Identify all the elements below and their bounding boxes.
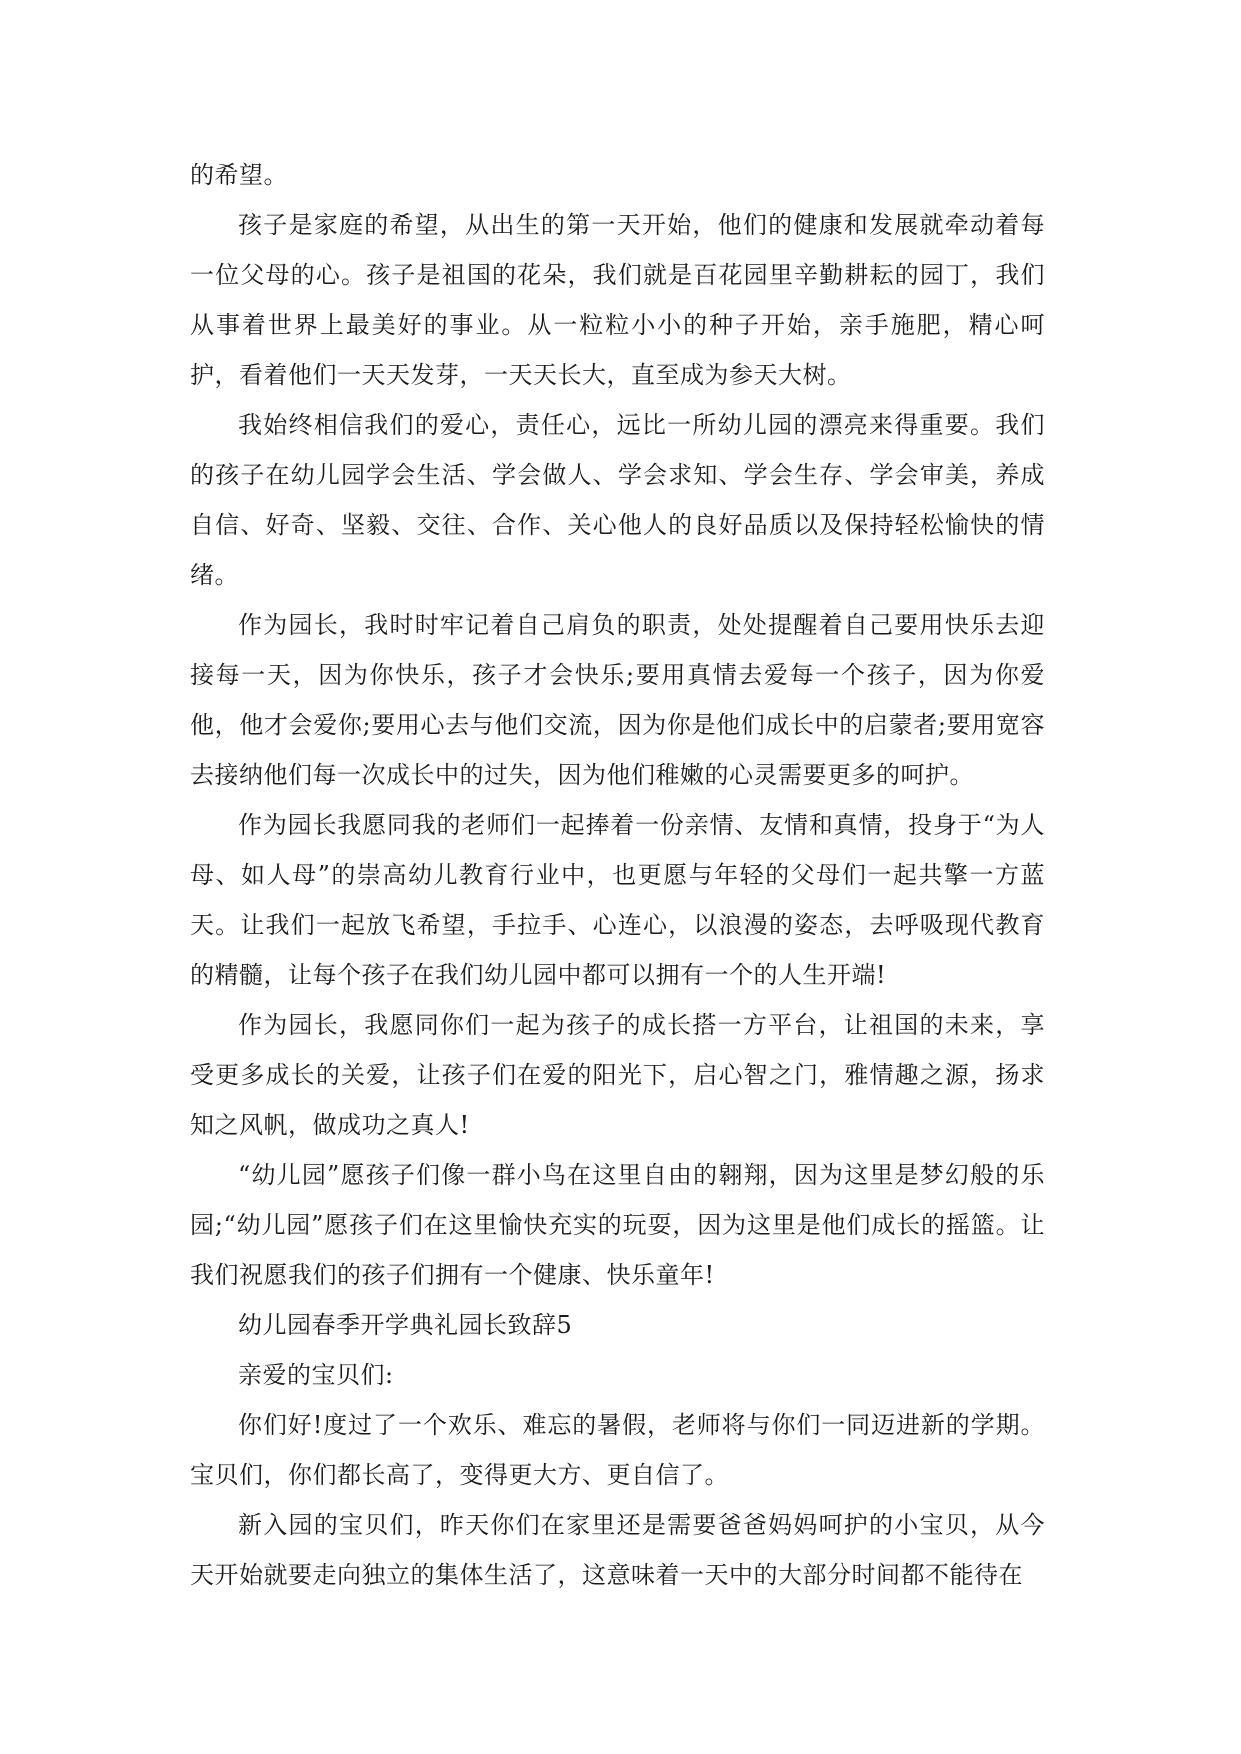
paragraph: “幼儿园”愿孩子们像一群小鸟在这里自由的翱翔，因为这里是梦幻般的乐园;“幼儿园”愿孩子们在这里愉快充实的玩耍，因为这里是他们成长的摇篮。让我们祝愿我们的孩子们拥有一个健康、快乐童年! xyxy=(190,1161,1045,1289)
paragraph: 作为园长，我时时牢记着自己肩负的职责，处处提醒着自己要用快乐去迎接每一天，因为你快乐，孩子才会快乐;要用真情去爱每一个孩子，因为你爱他，他才会爱你;要用心去与他们交流，因为你是他们成长中的启蒙者;要用宽容去接纳他们每一次成长中的过失，因为他们稚嫩的心灵需要更多的呵护。 xyxy=(190,611,1045,789)
paragraph: 我始终相信我们的爱心，责任心，远比一所幼儿园的漂亮来得重要。我们的孩子在幼儿园学会生活、学会做人、学会求知、学会生存、学会审美，养成自信、好奇、坚毅、交往、合作、关心他人的良好品质以及保持轻松愉快的情绪。 xyxy=(190,411,1045,589)
document-page xyxy=(190,150,1045,1600)
paragraph: 的希望。 xyxy=(190,161,288,189)
paragraph: 孩子是家庭的希望，从出生的第一天开始，他们的健康和发展就牵动着每一位父母的心。孩子是祖国的花朵，我们就是百花园里辛勤耕耘的园丁，我们从事着世界上最美好的事业。从一粒粒小小的种子开始，亲手施肥，精心呵护，看着他们一天天发芽，一天天长大，直至成为参天大树。 xyxy=(190,211,1045,389)
section-heading: 幼儿园春季开学典礼园长致辞5 xyxy=(238,1311,573,1339)
paragraph: 作为园长，我愿同你们一起为孩子的成长搭一方平台，让祖国的未来，享受更多成长的关爱，让孩子们在爱的阳光下，启心智之门，雅情趣之源，扬求知之风帆，做成功之真人! xyxy=(190,1011,1045,1139)
paragraph: 作为园长我愿同我的老师们一起捧着一份亲情、友情和真情，投身于“为人母、如人母”的崇高幼儿教育行业中，也更愿与年轻的父母们一起共擎一方蓝天。让我们一起放飞希望，手拉手、心连心，以浪漫的姿态，去呼吸现代教育的精髓，让每个孩子在我们幼儿园中都可以拥有一个的人生开端! xyxy=(190,811,1045,989)
salutation: 亲爱的宝贝们: xyxy=(238,1361,394,1389)
paragraph: 新入园的宝贝们，昨天你们在家里还是需要爸爸妈妈呵护的小宝贝，从今天开始就要走向独立的集体生活了，这意味着一天中的大部分时间都不能待在 xyxy=(190,1511,1045,1589)
paragraph: 你们好!度过了一个欢乐、难忘的暑假，老师将与你们一同迈进新的学期。宝贝们，你们都长高了，变得更大方、更自信了。 xyxy=(190,1411,1045,1489)
